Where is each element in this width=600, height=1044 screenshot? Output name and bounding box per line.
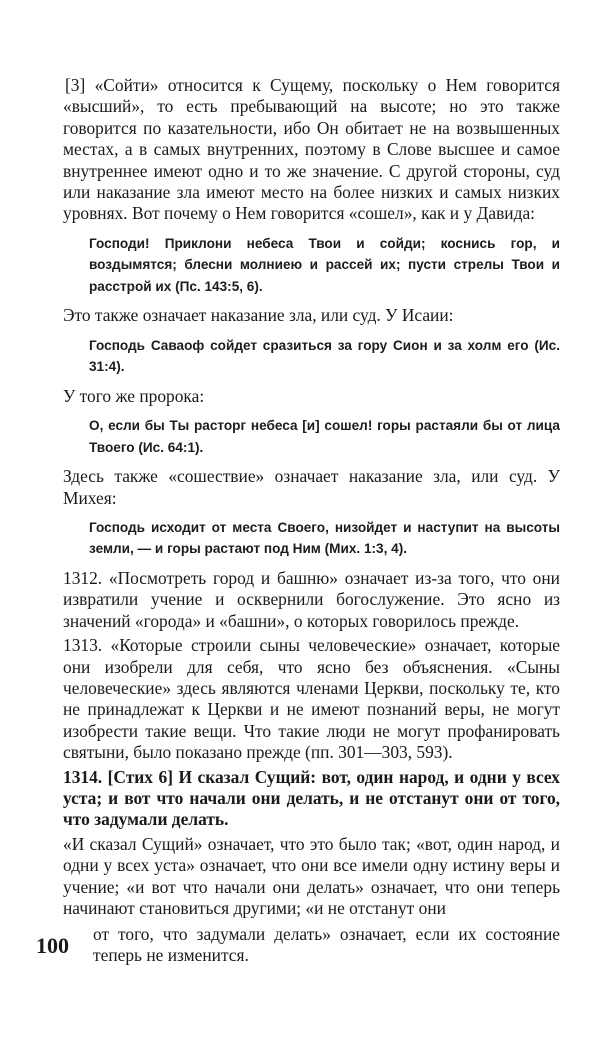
quote-micah: Господь исходит от места Своего, низойдет и наступит на высоты земли, — и горы растают под Ним (Мих. 1:3, 4). xyxy=(89,519,560,557)
quote-isaiah-31: Господь Саваоф сойдет сразиться за гору Сион и за холм его (Ис. 31:4). xyxy=(89,337,560,375)
paragraph-prophet-intro: У того же пророка: xyxy=(63,385,205,406)
paragraph-intro: [3] «Сойти» относится к Сущему, поскольку о Нем говорится «высший», то есть пребывающий на высоте; но это также говорится по казательности, ибо Он обитает не на возвышенных местах, а в самых внутренних, поэтому в Слове высшее и самое внутреннее имеют одно и то же значение. С другой стороны, суд или наказание зла имеют место на более низких и самых низких уровнях. Вот почему о Нем говорится «сошел», как и у Давида: xyxy=(63,75,560,224)
last-lines xyxy=(63,924,560,967)
paragraph-1313: 1313. «Которые строили сыны человеческие» означает, которые они изобрели для себя, что ясно без объяснения. «Сыны человеческие» здесь являются членами Церкви, поскольку те, кто не принадлежат к Церкви и не имеют познаний веры, не могут изобрести такие вещи. Что такие люди не могут профанировать святыни, было показано прежде (пп. 301—303, 593). xyxy=(63,635,560,763)
paragraph-1312: 1312. «Посмотреть город и башню» означает из-за того, что они извратили учение и осквернили богослужение. Это ясно из значений «города» и «башни», о которых говорилось прежде. xyxy=(63,567,560,631)
paragraph-1314-body: «И сказал Сущий» означает, что это было так; «вот, один народ, и одни у всех уста» означает, что они все имели одну истину веры и учение; «и вот что начали они делать» означает, что они теперь начинают становиться другими; «и не отстанут они xyxy=(63,833,560,919)
page-number: 100 xyxy=(36,933,69,958)
paragraph-1314-heading: 1314. [Стих 6] И сказал Сущий: вот, один народ, и одни у всех уста; и вот что начали они делать, и не отстанут они от того, что задумали делать. xyxy=(63,766,560,830)
quote-psalm: Господи! Приклони небеса Твои и сойди; коснись гор, и воздымятся; блесни молниею и рассей их; пусти стрелы Твои и расстрой их (Пс. 143:5, 6). xyxy=(89,235,560,294)
paragraph-micah-intro: Здесь также «сошествие» означает наказание зла, или суд. У Михея: xyxy=(63,466,560,508)
quote-isaiah-64: О, если бы Ты расторг небеса [и] сошел! горы растаяли бы от лица Твоего (Ис. 64:1). xyxy=(89,418,560,455)
paragraph-isaiah-intro: Это также означает наказание зла, или суд. У Исаии: xyxy=(63,305,454,326)
text-column xyxy=(63,75,560,919)
paragraph-final-line: от того, что задумали делать» означает, если их состояние теперь не изменится. xyxy=(93,924,560,966)
